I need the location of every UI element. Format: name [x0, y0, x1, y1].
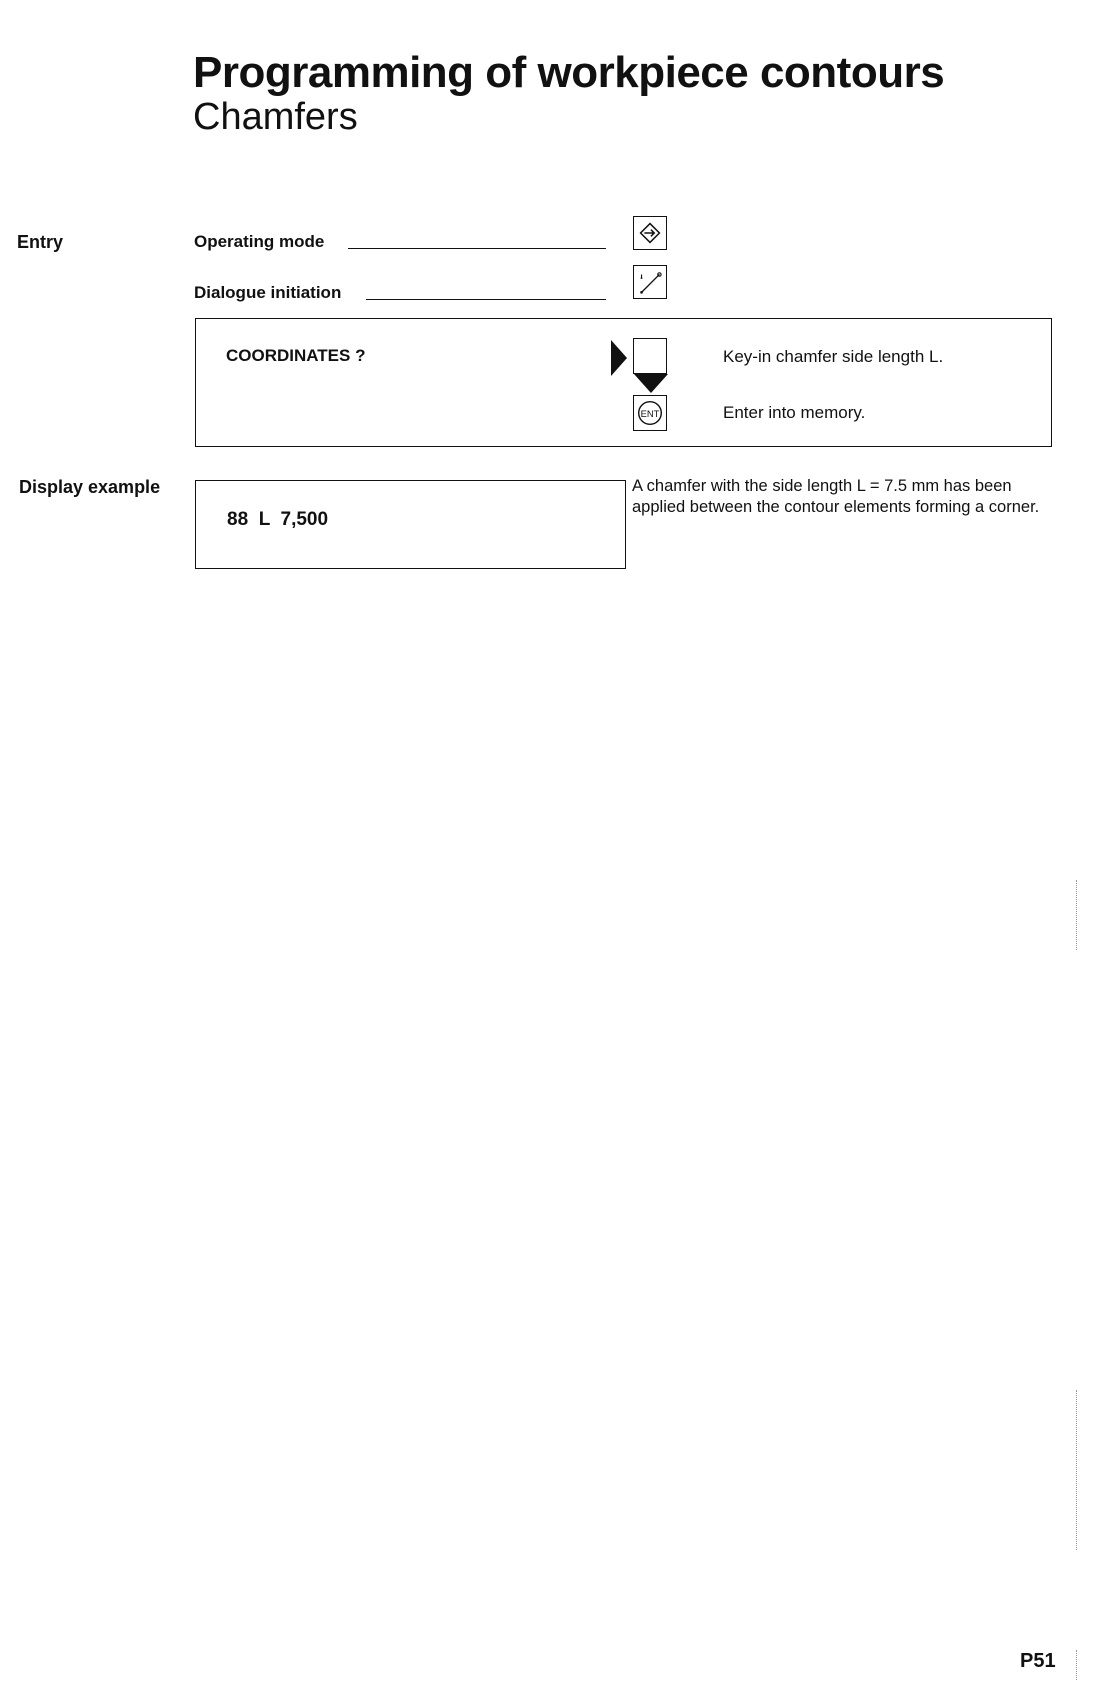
- numeric-input-key-icon[interactable]: [633, 338, 667, 374]
- edge-mark: [1076, 1650, 1077, 1680]
- step-keyin-text: Key-in chamfer side length L.: [723, 347, 944, 366]
- dialogue-initiation-leader-line: [366, 299, 606, 300]
- chamfer-key-icon[interactable]: [633, 265, 667, 299]
- dialogue-prompt: COORDINATES ?: [226, 346, 366, 365]
- operating-mode-label: Operating mode: [194, 232, 325, 251]
- down-arrow-icon: [634, 374, 668, 394]
- svg-text:ENT: ENT: [640, 407, 660, 419]
- display-description: A chamfer with the side length L = 7.5 mm has been applied between the contour elements forming a corner.: [632, 477, 1040, 516]
- page-title: Programming of workpiece contours: [193, 48, 945, 97]
- operating-mode-leader-line: [348, 248, 606, 249]
- input-arrow-icon: [609, 340, 629, 376]
- step-enter-text: Enter into memory.: [723, 403, 866, 422]
- display-screen-text: 88 L 7,500: [227, 509, 329, 530]
- edge-mark: [1076, 1390, 1077, 1550]
- dialogue-box: [195, 318, 1052, 447]
- dialogue-initiation-label: Dialogue initiation: [194, 283, 342, 302]
- entry-section-label: Entry: [17, 232, 64, 252]
- page-number: P51: [1020, 1650, 1056, 1672]
- display-example-label: Display example: [19, 477, 161, 497]
- page-subtitle: Chamfers: [193, 96, 358, 138]
- programming-mode-key-icon[interactable]: [633, 216, 667, 250]
- edge-mark: [1076, 880, 1077, 950]
- ent-key-icon[interactable]: [633, 395, 667, 431]
